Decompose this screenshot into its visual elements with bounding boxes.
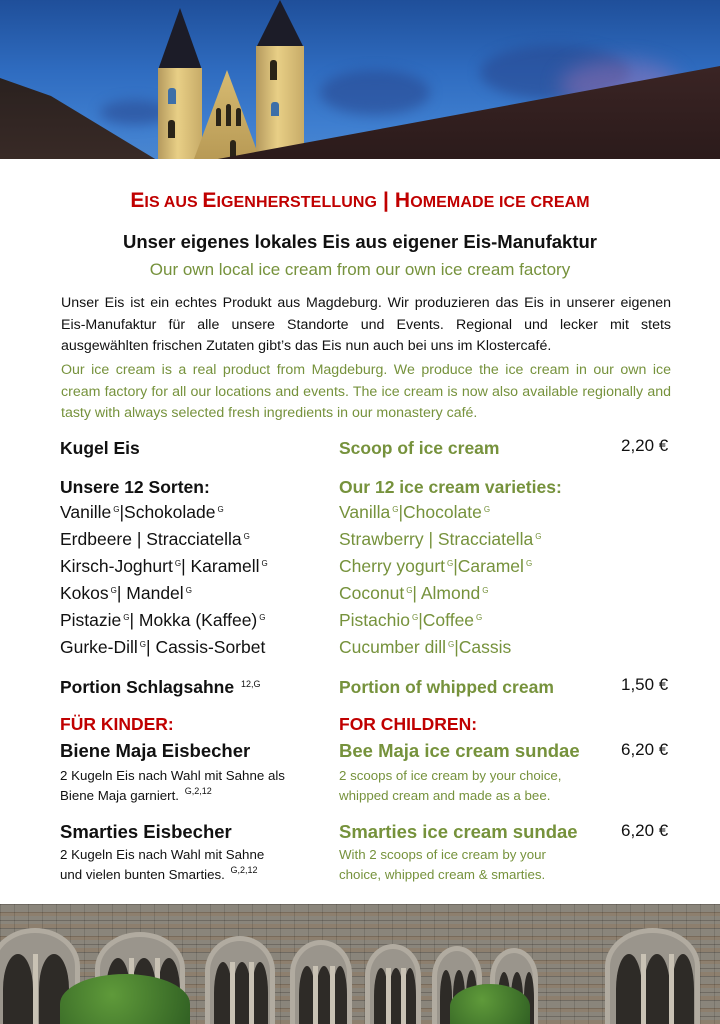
varieties-heading-en: Our 12 ice cream varieties:	[339, 477, 562, 497]
flavor-row: Coconut $^G$| Almond $^G$	[339, 583, 489, 603]
item-price: 6,20 €	[621, 821, 669, 840]
intro-english: Our ice cream is a real product from Magdeburg. We produce the ice cream in our own ice cream factory for all our locations and events. The ice cream is now also available regionally and tasty with always selected fresh ingredients in our monastery café.	[61, 362, 671, 421]
flavor-row: Pistachio $^G$|Coffee $^G$	[339, 610, 483, 630]
item-de	[60, 740, 330, 806]
flavor-row: Erdbeere | Stracciatella $^G$	[60, 529, 250, 549]
item-name-de: Kugel Eis	[60, 438, 140, 458]
flavor-row: Strawberry | Stracciatella $^G$	[339, 529, 542, 549]
flavor-row: Cucumber dill $^G$|Cassis	[339, 637, 512, 657]
flavor-row: Cherry yogurt $^G$|Caramel $^G$	[339, 556, 533, 576]
item-name-de: Portion Schlagsahne $^{12,G}$	[60, 677, 261, 697]
item-name-en: Scoop of ice cream	[339, 438, 500, 458]
subtitle-german: Unser eigenes lokales Eis aus eigener Eis-Manufaktur	[123, 231, 597, 252]
item-en	[339, 740, 609, 806]
intro-german: Unser Eis ist ein echtes Produkt aus Magdeburg. Wir produzieren das Eis in unserer eigenen Eis-Manufaktur für alle unsere Standorte und Events. Regional und lecker mit stets ausgewählten frischen Zutaten gibt’s das Eis nun auch bei uns im Klostercafé.	[61, 295, 671, 354]
flavor-row: Kokos $^G$| Mandel $^G$	[60, 583, 192, 603]
flavor-row: Vanilla $^G$|Chocolate $^G$	[339, 502, 491, 522]
header-church-photo	[0, 0, 720, 159]
item-name-en: Portion of whipped cream	[339, 677, 554, 697]
item-price: 1,50 €	[621, 675, 669, 694]
item-name-de: Smarties Eisbecher	[60, 821, 232, 842]
item-desc-de-line1: 2 Kugeln Eis nach Wahl mit Sahne	[60, 847, 265, 862]
item-desc-en-line1: 2 scoops of ice cream by your choice,	[339, 768, 562, 783]
flavor-row: Pistazie $^G$| Mokka (Kaffee) $^G$	[60, 610, 266, 630]
item-de	[60, 821, 330, 885]
flavor-row: Kirsch-Joghurt $^G$| Karamell $^G$	[60, 556, 268, 576]
flavor-row: Gurke-Dill $^G$| Cassis-Sorbet	[60, 637, 266, 657]
item-price: 2,20 €	[621, 436, 669, 455]
item-en	[339, 821, 609, 885]
kids-heading-de: FÜR KINDER:	[60, 714, 174, 734]
varieties-heading-de: Unsere 12 Sorten:	[60, 477, 210, 497]
item-price: 6,20 €	[621, 740, 669, 759]
flavor-row: Vanille $^G$|Schokolade $^G$	[60, 502, 224, 522]
item-desc-en-line2: choice, whipped cream & smarties.	[339, 867, 546, 882]
item-name-en: Smarties ice cream sundae	[339, 821, 578, 842]
item-desc-de-line2: und vielen bunten Smarties. $^{G,2,12}$	[60, 865, 258, 882]
item-desc-de-line1: 2 Kugeln Eis nach Wahl mit Sahne als	[60, 768, 285, 783]
footer-cloister-photo	[0, 904, 720, 1024]
subtitle-english: Our own local ice cream from our own ice cream factory	[149, 260, 571, 279]
kids-heading-en: FOR CHILDREN:	[339, 714, 478, 734]
church-illustration	[150, 0, 230, 159]
item-name-en: Bee Maja ice cream sundae	[339, 740, 580, 761]
varieties-list-en	[339, 499, 609, 661]
item-desc-en-line1: With 2 scoops of ice cream by your	[339, 847, 546, 862]
item-name-de: Biene Maja Eisbecher	[60, 740, 251, 761]
varieties-list-de	[60, 499, 330, 661]
page-title: EIS AUS EIGENHERSTELLUNG | HOMEMADE ICE CREAM	[130, 189, 590, 212]
item-desc-de-line2: Biene Maja garniert. $^{G,2,12}$	[60, 786, 212, 803]
item-desc-en-line2: whipped cream and made as a bee.	[339, 788, 551, 803]
